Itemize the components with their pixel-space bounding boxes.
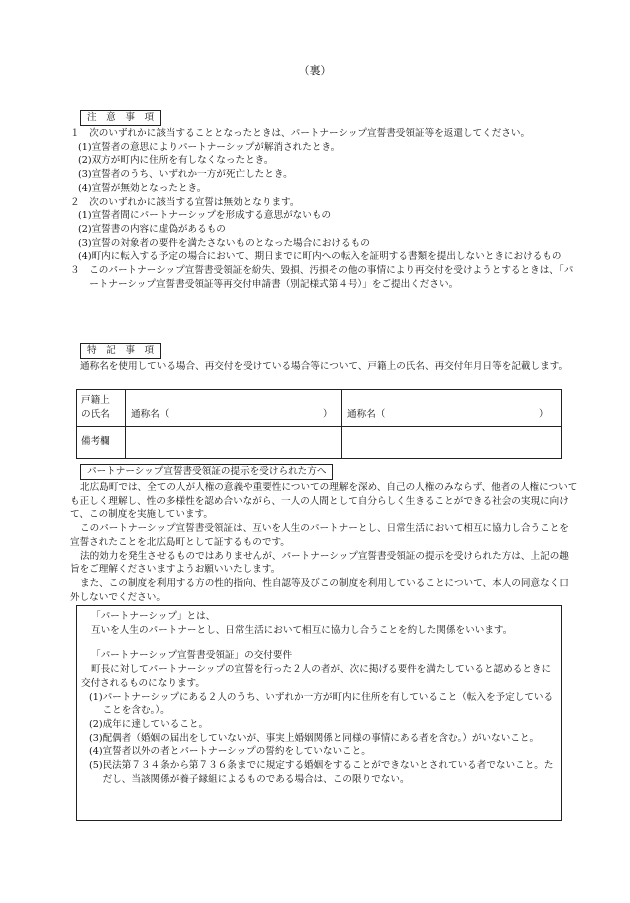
remarks-title: 特 記 事 項 [80, 343, 161, 359]
family-name-label: 戸籍上 の氏名 [81, 395, 110, 420]
notes-section [70, 110, 578, 291]
note-item: １ 次のいずれかに該当することとなったときは、パートナーシップ宣誓書受領証等を返還してください。 [70, 128, 531, 139]
note-subitem: (3) 宣誓者のうち、いずれか一方が死亡したとき。 [78, 169, 293, 181]
requirement-item: (4) 宣誓者以外の者とパートナーシップの誓約をしていないこと。 [89, 746, 371, 758]
note-subitem: (2) 双方が町内に住所を有しなくなったとき。 [78, 155, 274, 167]
note-subitem: (1) 宣誓者の意思によりパートナーシップが解消されたとき。 [78, 141, 341, 153]
alias-right-close: ） [539, 409, 549, 420]
alias-left-close: ） [323, 409, 333, 420]
note-subitem: (1) 宣誓者間にパートナーシップを形成する意思がないもの [78, 210, 332, 222]
requirements-title: 「パートナーシップ宣誓書受領証」の交付要件 [91, 650, 293, 662]
presentation-paragraph: 法的効力を発生させるものではありませんが、パートナーシップ宣誓書受領証の提示を受けられた方は、上記の趣旨をご理解くださいますようお願いいたします。 [70, 550, 569, 576]
notes-title: 注 意 事 項 [80, 110, 161, 126]
note-subitem: (4) 宣誓が無効となったとき。 [78, 182, 207, 194]
note-subitem: (2) 宣誓書の内容に虚偽があるもの [78, 223, 226, 235]
note-item: ３ このパートナーシップ宣誓書受領証を紛失、毀損、汚損その他の事情により再交付を受けようとするときは、「パートナーシップ宣誓書受領証等再交付申請書（別記様式第４号）」をご提出ください。 [70, 265, 574, 290]
presentation-paragraph: このパートナーシップ宣誓書受領証は、互いを人生のパートナーとし、日常生活において相互に協力し合うことを宣誓されたことを北広島町として証するものです。 [70, 523, 569, 548]
term-title: 「パートナーシップ」とは、 [91, 611, 216, 622]
requirement-item: (1) パートナーシップにある２人のうち、いずれか一方が町内に住所を有していること（転入を予定していることを含む。）。 [89, 691, 554, 717]
requirement-item: (5) 民法第７３４条から第７３６条までに規定する婚姻をすることができないとされている者でないこと。ただし、当該関係が養子縁組によるものである場合は、この限りでない。 [89, 760, 554, 785]
name-table [76, 389, 562, 459]
remarks-body: 通称名を使用している場合、再交付を受けている場合等について、戸籍上の氏名、再交付年月日等を記載します。 [80, 361, 569, 372]
note-subitem: (3) 宣誓の対象者の要件を満たさないものとなった場合におけるもの [78, 237, 370, 249]
page-header: （裏） [298, 64, 332, 77]
alias-left-label: 通称名（ [131, 409, 170, 420]
table-divider [77, 426, 561, 427]
alias-right-label: 通称名（ [347, 409, 386, 420]
remarks-section [70, 343, 578, 374]
table-divider [341, 390, 342, 458]
note-item: ２ 次のいずれかに該当する宣誓は無効となります。 [70, 196, 300, 208]
presentation-paragraph: また、この制度を利用する方の性的指向、性自認等及びこの制度を利用していることについて、本人の同意なく口外しないでください。 [70, 577, 569, 603]
remarks-label: 備考欄 [81, 436, 110, 447]
requirement-item: (2) 成年に達していること。 [89, 718, 209, 730]
table-divider [125, 390, 126, 458]
requirements-body: 町長に対してパートナーシップの宣誓を行った２人の者が、次に掲げる要件を満たしていると認めるときに交付されるものになります。 [81, 664, 552, 689]
note-subitem: (4) 町内に転入する予定の場合において、期日までに町内への転入を証明する書類を提出しないときにおけるもの [78, 251, 562, 263]
definition-box [76, 605, 562, 821]
presentation-paragraph: 北広島町では、全ての人が人権の意義や重要性についての理解を深め、自己の人権のみならず、他者の人権についても正しく理解し、性の多様性を認め合いながら、一人の人間として自分らしく生きることができる社会の実現に向けて、この制度を実施しています。 [70, 482, 578, 521]
term-body: 互いを人生のパートナーとし、日常生活において相互に協力し合うことを約した関係をいいます。 [91, 624, 513, 636]
presentation-section [70, 464, 578, 604]
presentation-title: パートナーシップ宣誓書受領証の提示を受けられた方へ [80, 464, 333, 480]
requirement-item: (3) 配偶者（婚姻の届出をしていないが、事実上婚姻関係と同様の事情にある者を含む。）がいないこと。 [89, 732, 540, 744]
